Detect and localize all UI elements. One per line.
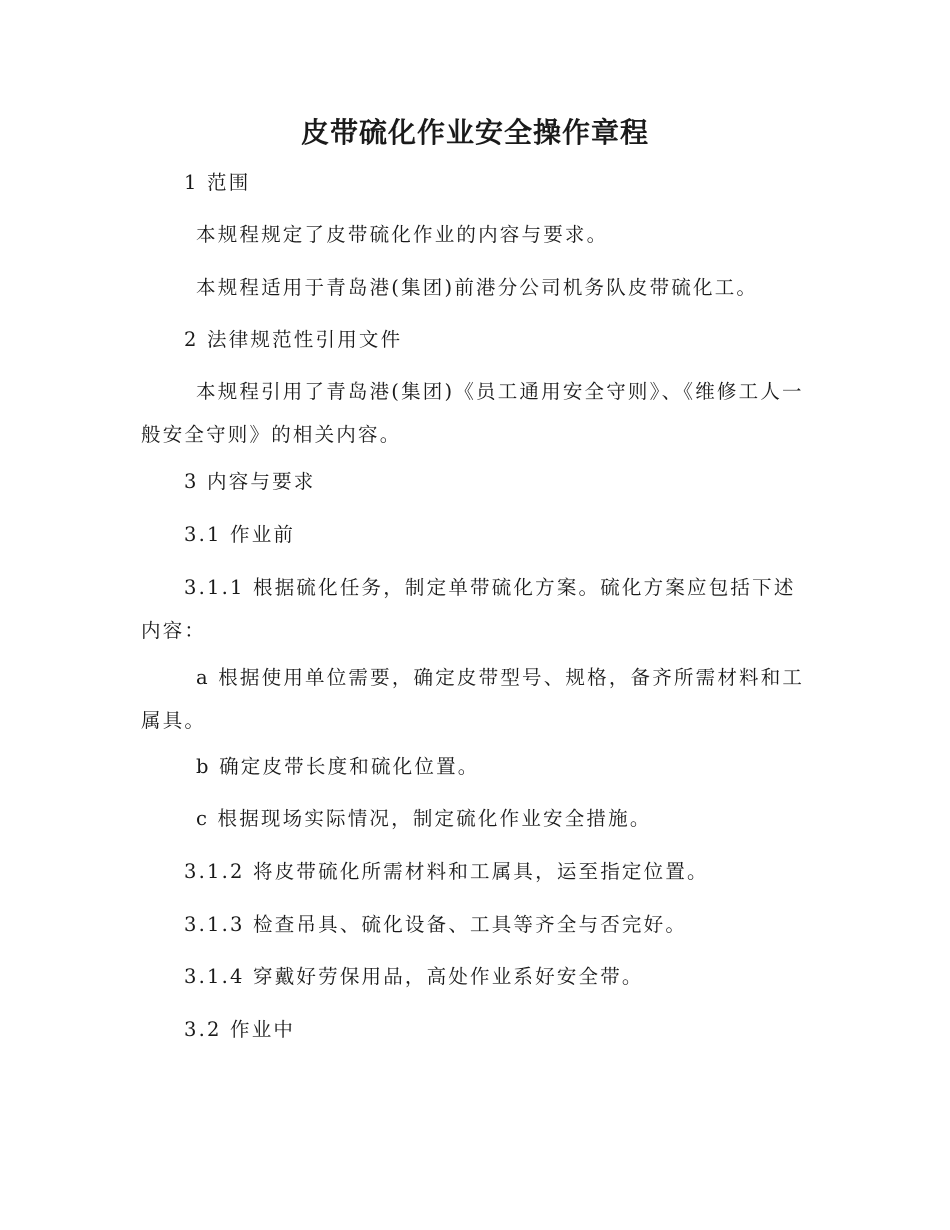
body-paragraph: 本规程规定了皮带硫化作业的内容与要求。: [196, 223, 609, 246]
subsection-heading: 3.1 作业前: [184, 523, 296, 546]
body-paragraph: 本规程引用了青岛港(集团)《员工通用安全守则》、《维修工人一般安全守则》的相关内容。: [141, 380, 804, 446]
section-heading-references: 2 法律规范性引用文件: [184, 328, 403, 351]
body-paragraph: 3.1.3 检查吊具、硫化设备、工具等齐全与否完好。: [184, 913, 688, 936]
document-title: 皮带硫化作业安全操作章程: [300, 116, 649, 149]
subsection-heading: 3.2 作业中: [184, 1018, 296, 1041]
body-paragraph: 3.1.1 根据硫化任务，制定单带硫化方案。硫化方案应包括下述内容：: [141, 576, 796, 642]
section-heading-content: 3 内容与要求: [184, 470, 316, 493]
body-paragraph: 3.1.2 将皮带硫化所需材料和工属具，运至指定位置。: [184, 860, 709, 883]
list-item: b 确定皮带长度和硫化位置。: [196, 755, 480, 778]
list-item: c 根据现场实际情况，制定硫化作业安全措施。: [196, 807, 652, 830]
list-item: a 根据使用单位需要，确定皮带型号、规格，备齐所需材料和工属具。: [141, 666, 805, 732]
body-paragraph: 3.1.4 穿戴好劳保用品，高处作业系好安全带。: [184, 965, 644, 988]
section-heading-scope: 1 范围: [184, 171, 251, 194]
body-paragraph: 本规程适用于青岛港(集团)前港分公司机务队皮带硫化工。: [196, 276, 759, 299]
